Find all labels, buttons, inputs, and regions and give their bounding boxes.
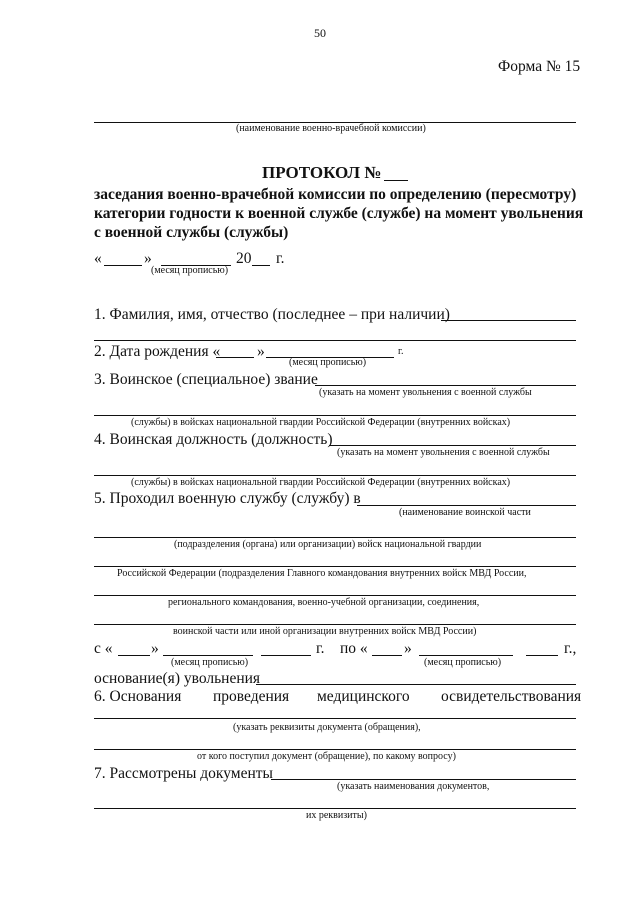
item6-caption1: (указать реквизиты документа (обращения), xyxy=(233,722,421,733)
item5-caption5: воинской части или иной организации внутренних войск МВД России) xyxy=(173,626,477,637)
page-number: 50 xyxy=(314,26,326,40)
protocol-number-line[interactable] xyxy=(384,180,408,181)
item4-caption1: (указать на момент увольнения с военной службы xyxy=(337,447,550,458)
item6-line2[interactable] xyxy=(94,749,576,750)
item5-line3[interactable] xyxy=(94,566,576,567)
date-year-suffix: г. xyxy=(276,250,285,267)
period-to-year-line[interactable] xyxy=(526,655,558,656)
item5-caption4: регионального командования, военно-учебной организации, соединения, xyxy=(168,597,480,608)
item6-line[interactable] xyxy=(94,718,576,719)
commission-caption: (наименование военно-врачебной комиссии) xyxy=(236,123,426,134)
item3-label: 3. Воинское (специальное) звание xyxy=(94,371,318,388)
title-line-2: категории годности к военной службе (службе) на момент увольнения xyxy=(94,205,584,222)
date-year-line[interactable] xyxy=(252,265,270,266)
item6-word-3: медицинского xyxy=(317,688,410,705)
item2-caption: (месяц прописью) xyxy=(289,357,367,368)
date-caption: (месяц прописью) xyxy=(151,265,229,276)
item4-line2[interactable] xyxy=(94,475,576,476)
item3-line2[interactable] xyxy=(94,415,576,416)
item5-caption1: (наименование воинской части xyxy=(399,507,531,518)
item2-day-line[interactable] xyxy=(216,357,254,358)
period-to-month-line[interactable] xyxy=(419,655,513,656)
item5-line4[interactable] xyxy=(94,595,576,596)
item7-line2[interactable] xyxy=(94,808,576,809)
item6-word-1: 6. Основания xyxy=(94,688,182,705)
item6-caption2: от кого поступил документ (обращение), по какому вопросу) xyxy=(197,751,456,762)
item7-line[interactable] xyxy=(271,779,576,780)
item4-label: 4. Воинская должность (должность) xyxy=(94,431,333,448)
period-from: с « xyxy=(94,640,113,657)
item2-close-quote: » xyxy=(257,343,265,360)
item7-caption2: их реквизиты) xyxy=(306,810,367,821)
period-from-year-line[interactable] xyxy=(261,655,311,656)
item3-line[interactable] xyxy=(315,385,576,386)
item5-label: 5. Проходил военную службу (службу) в xyxy=(94,490,361,507)
protocol-title: ПРОТОКОЛ № xyxy=(262,163,382,182)
item5-line5[interactable] xyxy=(94,624,576,625)
basis-label: основание(я) увольнения xyxy=(94,670,261,687)
item5-caption2: (подразделения (органа) или организации) войск национальной гвардии xyxy=(174,539,482,550)
item1-label: 1. Фамилия, имя, отчество (последнее – при наличии) xyxy=(94,306,450,323)
period-from-day-line[interactable] xyxy=(118,655,150,656)
period-caption-1: (месяц прописью) xyxy=(171,657,249,668)
item7-caption1: (указать наименования документов, xyxy=(337,781,490,792)
period-from-month-line[interactable] xyxy=(163,655,253,656)
item7-label: 7. Рассмотрены документы xyxy=(94,765,273,782)
period-to: по « xyxy=(340,640,368,657)
period-close-quote-2: » xyxy=(404,640,412,657)
date-year-prefix: 20 xyxy=(236,250,252,267)
item2-label: 2. Дата рождения « xyxy=(94,343,221,360)
date-close-quote: » xyxy=(144,250,152,267)
item2-year: г. xyxy=(398,346,404,357)
item3-caption1: (указать на момент увольнения с военной службы xyxy=(319,387,532,398)
title-line-1: заседания военно-врачебной комиссии по определению (пересмотру) xyxy=(94,186,577,203)
item6-word-4: освидетельствования xyxy=(441,688,582,705)
period-close-quote-1: » xyxy=(151,640,159,657)
item1-line2[interactable] xyxy=(94,340,576,341)
item5-caption3: Российской Федерации (подразделения Главного командования внутренних войск МВД России, xyxy=(117,568,527,579)
item4-line[interactable] xyxy=(329,445,576,446)
form-label: Форма № 15 xyxy=(498,58,581,75)
basis-line[interactable] xyxy=(256,684,576,685)
item4-caption2: (службы) в войсках национальной гвардии Российской Федерации (внутренних войсках) xyxy=(131,477,511,488)
period-caption-2: (месяц прописью) xyxy=(424,657,502,668)
item5-line[interactable] xyxy=(357,505,576,506)
period-year-2: г., xyxy=(564,640,577,657)
date-day-line[interactable] xyxy=(104,265,142,266)
date-open-quote: « xyxy=(94,250,102,267)
item5-line2[interactable] xyxy=(94,537,576,538)
item1-line[interactable] xyxy=(441,320,576,321)
period-to-day-line[interactable] xyxy=(372,655,402,656)
item6-word-2: проведения xyxy=(213,688,290,705)
item3-caption2: (службы) в войсках национальной гвардии Российской Федерации (внутренних войсках) xyxy=(131,417,511,428)
title-line-3: с военной службы (службы) xyxy=(94,224,289,241)
period-year-1: г. xyxy=(316,640,325,657)
